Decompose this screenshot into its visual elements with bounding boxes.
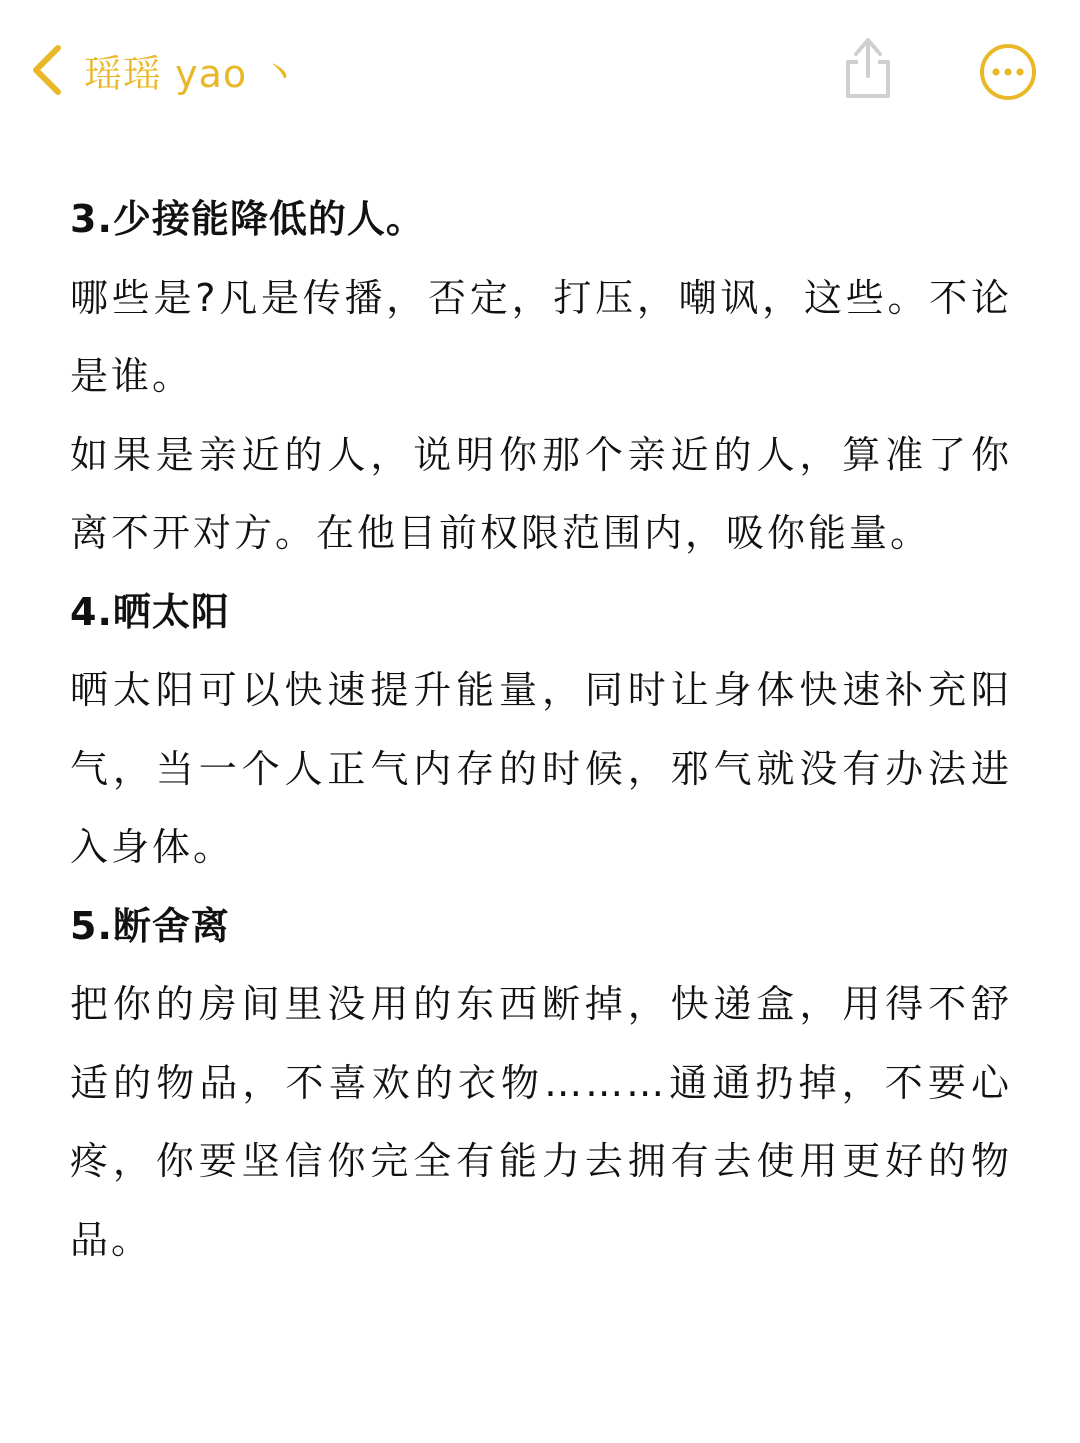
more-icon[interactable] — [978, 42, 1038, 102]
section-paragraph: 晒太阳可以快速提升能量，同时让身体快速补充阳气，当一个人正气内存的时候，邪气就没有办法进入身体。 — [70, 668, 1012, 869]
back-label: 瑶瑶 yao 丶 — [84, 51, 300, 96]
back-button[interactable] — [28, 38, 299, 102]
navigation-bar — [0, 0, 1080, 140]
share-icon[interactable] — [838, 32, 898, 100]
section-paragraph: 如果是亲近的人，说明你那个亲近的人，算准了你离不开对方。在他目前权限范围内，吸你能量。 — [70, 432, 1012, 555]
section-paragraph: 把你的房间里没用的东西断掉，快递盒，用得不舒适的物品，不喜欢的衣物………通通扔掉，不要心疼，你要坚信你完全有能力去拥有去使用更好的物品。 — [70, 982, 1012, 1262]
section-paragraph: 哪些是?凡是传播，否定，打压，嘲讽，这些。不论是谁。 — [70, 275, 1012, 398]
section-heading: 4.晒太阳 — [70, 589, 230, 634]
section-heading: 3.少接能降低的人。 — [70, 197, 425, 241]
section-heading: 5.断舍离 — [70, 903, 230, 948]
chevron-left-icon — [28, 42, 68, 98]
note-body[interactable] — [70, 180, 1012, 1279]
